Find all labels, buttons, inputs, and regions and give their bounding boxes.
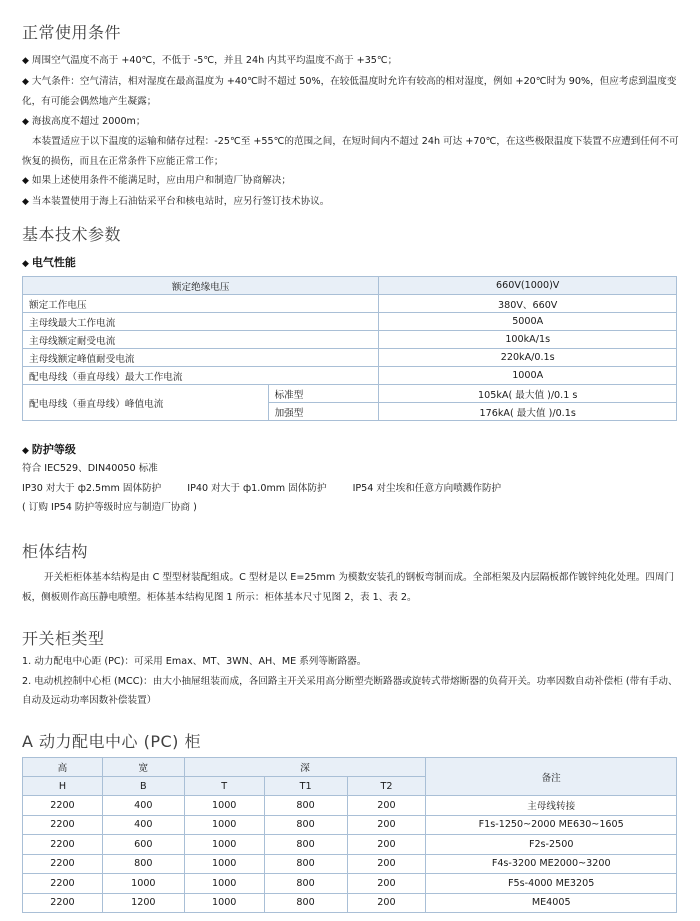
table-row	[23, 796, 677, 816]
table-cell: 800	[264, 874, 347, 894]
table-cell: 配电母线（垂直母线）最大工作电流	[23, 367, 379, 385]
section-title-technical-parameters: 基本技术参数	[22, 225, 122, 244]
table-cell: 1000	[184, 854, 264, 874]
subtitle-protection-class: ◆ 防护等级	[22, 443, 76, 456]
table-cell: 380V、660V	[379, 295, 677, 313]
table-cell: 主母线最大工作电流	[23, 313, 379, 331]
table-cell: 额定绝缘电压	[23, 277, 379, 295]
table-cell: 2200	[23, 893, 103, 913]
diamond-bullet-icon: ◆	[22, 116, 29, 127]
table-row	[23, 277, 677, 295]
cabinet-structure-text: 开关柜柜体基本结构是由 C 型型材装配组成。C 型材是以 E=25mm 为模数安装孔的钢板弯制而成。全部柜架及内层隔板都作镀锌纯化处理。四周门板，侧板则作高压静电喷塑。柜体基本结构见图 1 所示：柜体基本尺寸见图 2，表 1、表 2。	[22, 572, 675, 603]
table-row	[23, 331, 677, 349]
column-header: T1	[264, 777, 347, 796]
list-item: ◆ 当本装置使用于海上石油钻采平台和核电站时，应另行签订技术协议。	[22, 195, 330, 207]
subtitle-electrical-performance: ◆ 电气性能	[22, 256, 76, 269]
list-item: ◆ 大气条件：空气清洁，相对湿度在最高温度为 +40℃时不超过 50%，在较低温度时允许有较高的相对湿度，例如 +20℃时为 90%，但应考虑到温度变化，有可能会偶然地产生凝露；	[22, 75, 677, 107]
column-header: 备注	[426, 758, 677, 796]
table-cell: 主母线额定耐受电流	[23, 331, 379, 349]
diamond-bullet-icon: ◆	[22, 56, 29, 66]
table-cell: 主母线额定峰值耐受电流	[23, 349, 379, 367]
table-cell: 1000	[184, 893, 264, 913]
table-cell: 220kA/0.1s	[379, 349, 677, 367]
switchgear-types-text: 1. 动力配电中心距 (PC)：可采用 Emax、MT、3WN、AH、ME 系列等断路器。 2. 电动机控制中心柜 (MCC)：由大小抽屉组装而成，各回路主开关采用高分断塑壳断路器或旋转式带熔断器的负荷开关。功率因数自动补偿柜 (带有手动、自动及远动功率因数补偿装置）	[22, 656, 678, 706]
table-cell: 800	[264, 854, 347, 874]
table-cell: F2s-2500	[426, 835, 677, 855]
table-cell: 2200	[23, 854, 103, 874]
pc-cabinet-dimensions-table	[22, 757, 677, 913]
section-title-pc-cabinet: A 动力配电中心 (PC) 柜	[22, 732, 202, 751]
table-cell: 400	[102, 796, 184, 816]
table-cell: 1200	[102, 893, 184, 913]
table-cell: 800	[102, 854, 184, 874]
table-cell: 200	[347, 893, 426, 913]
list-item: ◆ 如果上述使用条件不能满足时，应由用户和制造厂协商解决；	[22, 175, 291, 186]
electrical-performance-table	[22, 276, 677, 421]
table-cell: 1000	[184, 815, 264, 835]
table-row	[23, 854, 677, 874]
table-header-row	[23, 758, 677, 777]
diamond-bullet-icon: ◆	[22, 196, 29, 207]
table-cell: 400	[102, 815, 184, 835]
table-cell: 200	[347, 874, 426, 894]
table-body	[23, 796, 677, 913]
diamond-bullet-icon: ◆	[22, 446, 29, 456]
usage-conditions-text	[22, 51, 686, 212]
section-title-cabinet-structure: 柜体结构	[22, 542, 89, 561]
table-cell: 800	[264, 835, 347, 855]
diamond-bullet-icon: ◆	[22, 76, 29, 87]
table-cell: 1000	[102, 874, 184, 894]
table-cell: 200	[347, 796, 426, 816]
table-cell: 5000A	[379, 313, 677, 331]
table-cell: F1s-1250~2000 ME630~1605	[426, 815, 677, 835]
table-cell: 1000	[184, 796, 264, 816]
table-cell: 标准型	[268, 385, 379, 403]
table-cell: 2200	[23, 815, 103, 835]
table-cell: 2200	[23, 835, 103, 855]
table-cell: 100kA/1s	[379, 331, 677, 349]
column-header: 高	[23, 758, 103, 777]
diamond-bullet-icon: ◆	[22, 176, 29, 186]
table-cell: F4s-3200 ME2000~3200	[426, 854, 677, 874]
table-row	[23, 893, 677, 913]
table-cell: 176kA( 最大值 )/0.1s	[379, 403, 677, 421]
protection-class-text: 符合 IEC529、DIN40050 标准 IP30 对大于 ф2.5mm 固体防护 IP40 对大于 ф1.0mm 固体防护 IP54 对尘埃和任意方向喷溅作防护 ( 订购 IP54 防护等级时应与制造厂协商 )	[22, 463, 502, 513]
table-cell: 800	[264, 815, 347, 835]
table-cell: 105kA( 最大值 )/0.1 s	[379, 385, 677, 403]
table-cell: 2200	[23, 796, 103, 816]
section-title-usage-conditions: 正常使用条件	[22, 23, 122, 42]
table-row	[23, 295, 677, 313]
table-cell: 加强型	[268, 403, 379, 421]
table-cell: 主母线转接	[426, 796, 677, 816]
table-cell: 配电母线（垂直母线）峰值电流	[23, 385, 269, 421]
table-row	[23, 874, 677, 894]
table-cell: 200	[347, 815, 426, 835]
storage-paragraph: 本装置适应于以下温度的运输和储存过程：-25℃至 +55℃的范围之间，在短时间内不超过 24h 可达 +70℃，在这些极限温度下装置不应遭到任何不可恢复的损伤，而且在正常条件下应能正常工作；	[22, 136, 679, 167]
table-cell: ME4005	[426, 893, 677, 913]
table-cell: 2200	[23, 874, 103, 894]
table-cell: 800	[264, 893, 347, 913]
diamond-bullet-icon: ◆	[22, 259, 29, 269]
column-header: 深	[184, 758, 426, 777]
table-cell: 200	[347, 835, 426, 855]
table-row	[23, 313, 677, 331]
table-cell: 1000	[184, 835, 264, 855]
table-cell: 660V(1000)V	[379, 277, 677, 295]
table-cell: 200	[347, 854, 426, 874]
table-row	[23, 349, 677, 367]
table-cell: F5s-4000 ME3205	[426, 874, 677, 894]
column-header: B	[102, 777, 184, 796]
list-item: ◆ 海拔高度不超过 2000m；	[22, 115, 146, 127]
table-cell: 额定工作电压	[23, 295, 379, 313]
table-cell: 1000A	[379, 367, 677, 385]
table-cell: 800	[264, 796, 347, 816]
table-cell: 1000	[184, 874, 264, 894]
column-header: H	[23, 777, 103, 796]
column-header: 宽	[102, 758, 184, 777]
table-row	[23, 815, 677, 835]
table-row	[23, 367, 677, 385]
list-item: ◆ 周围空气温度不高于 +40℃，不低于 -5℃，并且 24h 内其平均温度不高于 +35℃；	[22, 55, 398, 66]
table-row	[23, 835, 677, 855]
column-header: T	[184, 777, 264, 796]
table-row	[23, 385, 677, 403]
column-header: T2	[347, 777, 426, 796]
section-title-switchgear-types: 开关柜类型	[22, 629, 105, 648]
table-cell: 600	[102, 835, 184, 855]
